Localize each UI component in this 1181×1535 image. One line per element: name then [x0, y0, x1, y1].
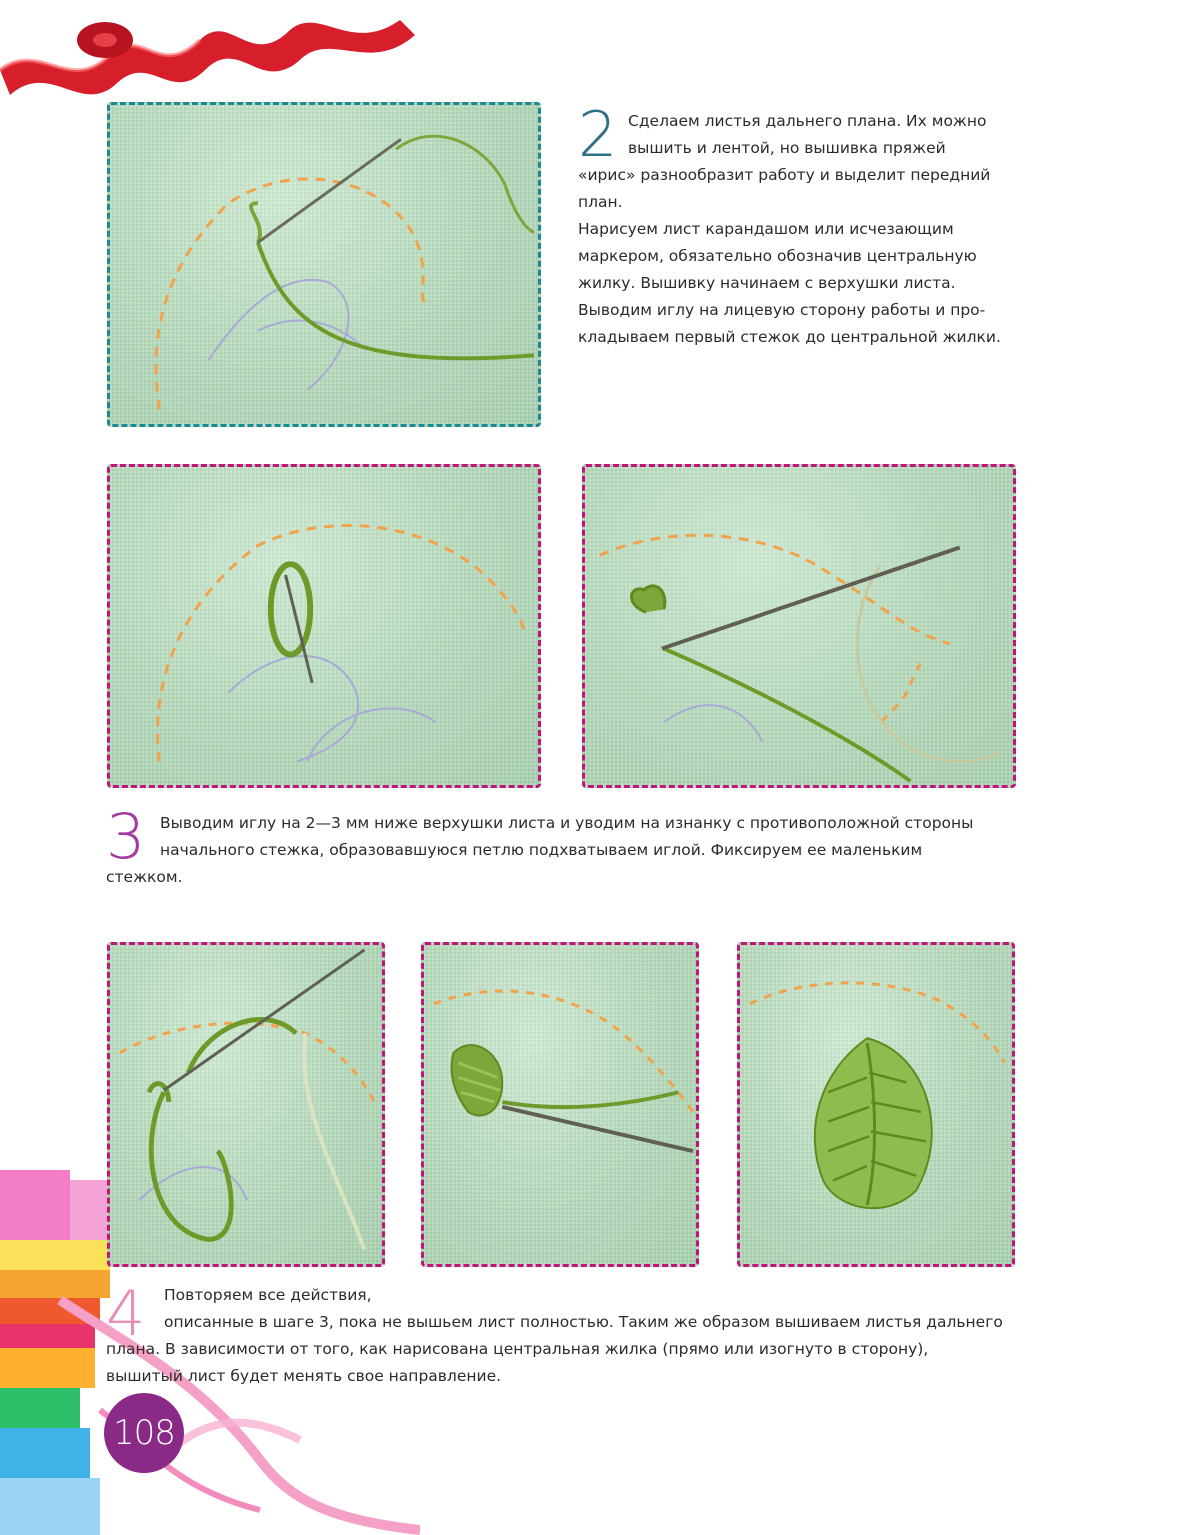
step2-line: жилку. Вышивку начинаем с верхушки листа.: [578, 274, 956, 292]
step2-line: план.: [578, 193, 623, 211]
red-ribbon-decoration: [0, 0, 420, 110]
step2-line: Нарисуем лист карандашом или исчезающим: [578, 220, 954, 238]
step2-line: «ирис» разнообразит работу и выделит передний: [578, 166, 991, 184]
photo-step3d: [421, 942, 699, 1267]
step4-text: [106, 1277, 1046, 1390]
step2-line: Выводим иглу на лицевую сторону работы и про-: [578, 301, 986, 319]
photo-step3a: [107, 464, 541, 788]
step2-number: 2: [578, 98, 618, 171]
photo-step2: [107, 102, 541, 427]
step3-text: [106, 810, 1046, 891]
step3-line: начального стежка, образовавшуюся петлю подхватываем иглой. Фиксируем ее маленьким: [160, 841, 923, 859]
step4-line: плана. В зависимости от того, как нарисована центральная жилка (прямо или изогнуто в сторону),: [106, 1340, 929, 1358]
step2-line: Сделаем листья дальнего плана. Их можно: [628, 112, 987, 130]
step3-line: стежком.: [106, 868, 183, 886]
step4-line: вышитый лист будет менять свое направление.: [106, 1367, 502, 1385]
step4-line: Повторяем все действия,: [164, 1286, 372, 1304]
step3-number: 3: [106, 800, 146, 873]
step2-line: маркером, обязательно обозначив центральную: [578, 247, 977, 265]
step2-text: [578, 108, 1028, 351]
step4-line: описанные в шаге 3, пока не вышьем лист полностью. Таким же образом вышиваем листья дальнего: [164, 1313, 1003, 1331]
step2-line: вышить и лентой, но вышивка пряжей: [628, 139, 946, 157]
photo-step3e: [737, 942, 1015, 1267]
step2-line: кладываем первый стежок до центральной жилки.: [578, 328, 1001, 346]
step3-line: Выводим иглу на 2—3 мм ниже верхушки листа и уводим на изнанку с противоположной стороны: [160, 814, 974, 832]
step4-number: 4: [106, 1277, 146, 1350]
photo-step3b: [582, 464, 1016, 788]
photo-step3c: [107, 942, 385, 1267]
page-number: 108: [104, 1393, 184, 1473]
